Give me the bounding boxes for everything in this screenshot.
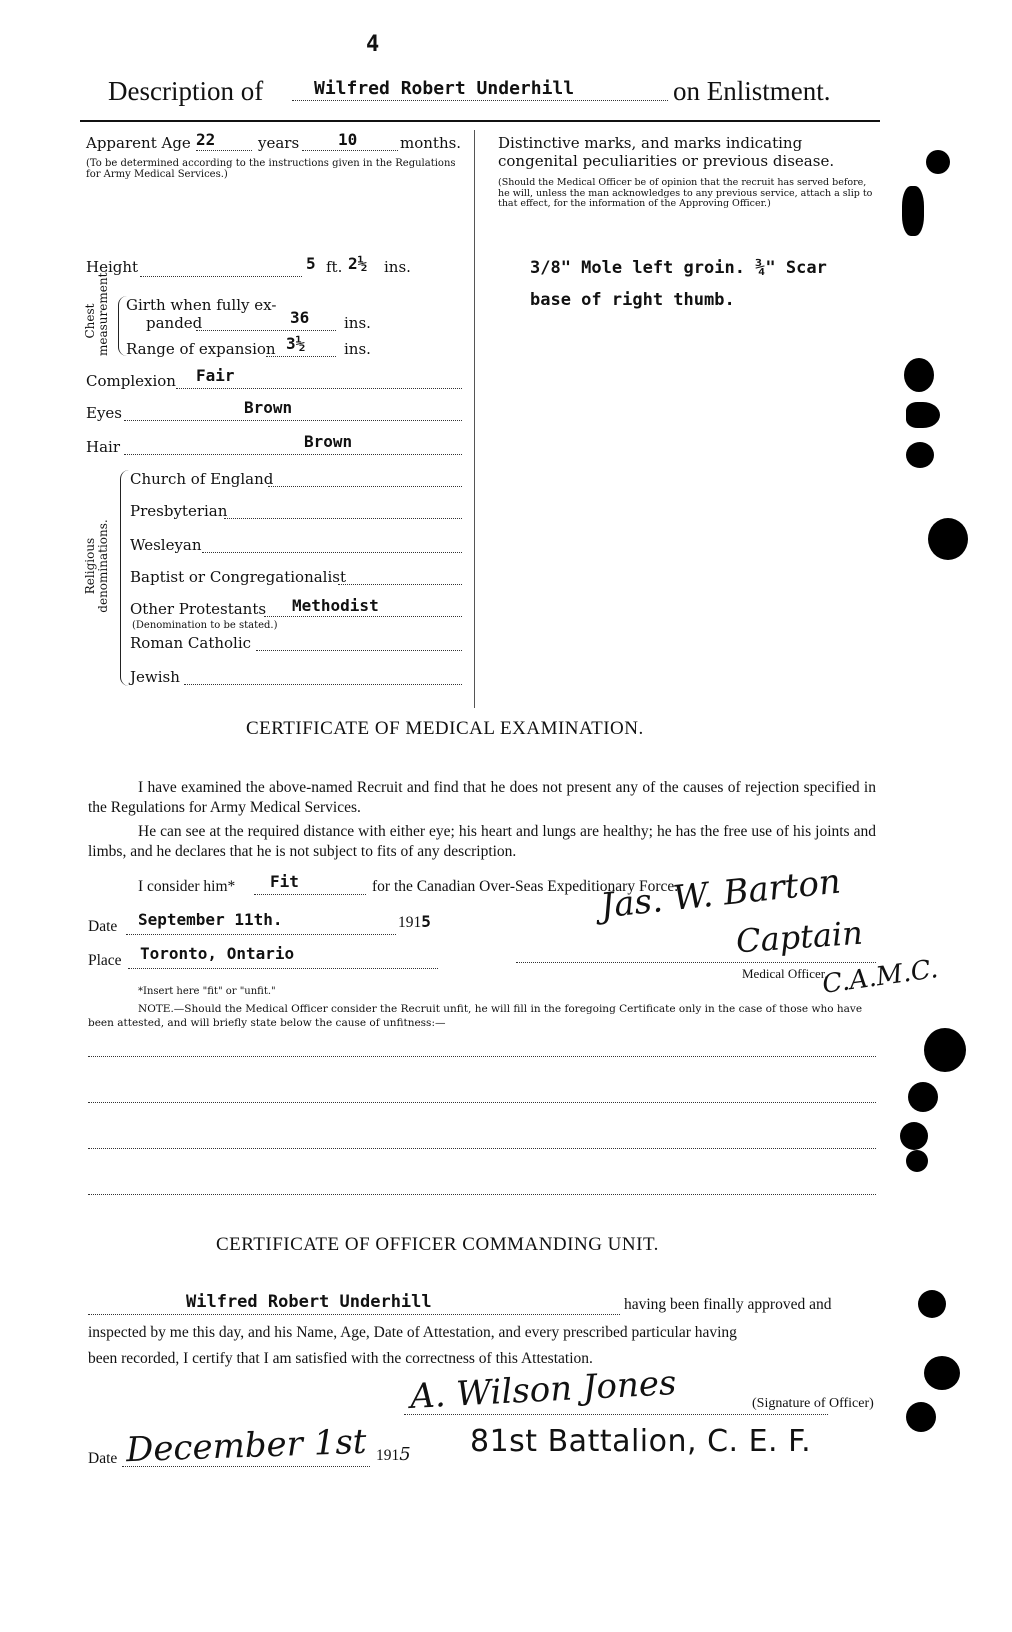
marks-note: (Should the Medical Officer be of opinion that the recruit has served before, he will, unless the man acknowledges to any previous service, attach a slip to that effect, for the information of the Approving Officer.) [498,177,873,209]
girth-label-1: Girth when fully ex- [126,296,277,314]
page-number: 4 [366,32,380,57]
religion-other-note: (Denomination to be stated.) [132,620,278,631]
medical-para-1: I have examined the above-named Recruit and find that he does not present any of the causes of rejection specified in the Regulations for Army Medical Services. [88,779,876,816]
religion-church-of-england: Church of England [130,470,274,488]
medical-date-label: Date [88,918,118,935]
punch-hole [924,1356,960,1390]
medical-officer-signature: Jas. W. Barton [598,861,843,927]
hair-label: Hair [86,438,120,456]
punch-hole [908,1082,938,1112]
punch-hole [924,1028,966,1072]
age-label: Apparent Age [86,134,191,152]
commanding-signature-label: (Signature of Officer) [752,1396,874,1411]
complexion-label: Complexion [86,372,176,390]
marks-line-1: 3/8" Mole left groin. ¾" Scar [530,258,827,278]
punch-hole [904,358,934,392]
religion-wesleyan: Wesleyan [130,536,202,554]
commanding-recruit-name: Wilfred Robert Underhill [186,1292,432,1312]
title-prefix: Description of [108,76,264,106]
height-ft: 5 [306,254,316,273]
commanding-heading: CERTIFICATE OF OFFICER COMMANDING UNIT. [216,1234,659,1255]
battalion-stamp: 81st Battalion, C. E. F. [470,1424,812,1459]
girth-unit: ins. [344,314,371,332]
hair-value: Brown [304,432,353,451]
height-ins-label: ins. [384,258,411,276]
punch-hole [926,150,950,174]
commanding-officer-signature: A. Wilson Jones [409,1363,678,1417]
title-suffix: on Enlistment. [673,76,831,106]
age-note: (To be determined according to the instructions given in the Regulations for Army Medical Services.) [86,158,456,180]
years-label: years [258,134,300,152]
punch-hole [918,1290,946,1318]
insert-note: *Insert here "fit" or "unfit." [138,986,276,997]
medical-officer-label: Medical Officer. [742,966,828,981]
commanding-line-3: been recorded, I certify that I am satisfied with the correctness of this Attestation. [88,1350,593,1367]
punch-hole [906,402,940,428]
religion-side-label: Religious denominations. [83,519,110,613]
commanding-line-1-tail: having been finally approved and [624,1296,832,1313]
girth-label-2: panded [146,314,203,332]
religion-other-label: Other Protestants [130,600,267,618]
place-label: Place [88,952,122,969]
religion-presbyterian: Presbyterian [130,502,228,520]
medical-para-2: He can see at the required distance with either eye; his heart and lungs are healthy; he has the free use of his joints and limbs, and he declares that he is not subject to fits of any description. [88,823,876,860]
chest-side-label: Chest measurement. [83,268,110,356]
complexion-value: Fair [196,366,235,385]
consider-label: I consider him* [138,878,236,895]
range-label: Range of expansion [126,340,276,358]
punch-hole [906,442,934,468]
column-divider [474,130,475,708]
medical-officer-unit: C.A.M.C. [820,954,940,1000]
religion-baptist: Baptist or Congregationalist [130,568,346,586]
for-label: for the Canadian Over-Seas Expeditionary Force. [372,878,679,895]
marks-heading: Distinctive marks, and marks indicating congenital peculiarities or previous disease. [498,134,835,170]
range-unit: ins. [344,340,371,358]
punch-hole [900,1122,928,1150]
commanding-date-value: December 1st [125,1421,368,1471]
religion-jewish: Jewish [130,668,180,686]
girth-value: 36 [290,308,310,327]
height-label: Height [86,258,139,276]
months-label: months. [400,134,462,152]
marks-line-2: base of right thumb. [530,290,735,310]
medical-officer-rank: Captain [734,913,864,961]
place-value: Toronto, Ontario [140,944,295,963]
fit-value: Fit [270,872,299,891]
recruit-name: Wilfred Robert Underhill [314,78,575,99]
punch-hole [928,518,968,560]
ft-label: ft. [326,258,343,276]
punch-hole [902,186,924,236]
medical-year: 1915 [398,912,431,931]
religion-roman-catholic: Roman Catholic [130,634,252,652]
age-months: 10 [338,130,358,149]
commanding-year: 1915 [376,1444,411,1465]
unfit-note: NOTE.—Should the Medical Officer consider the Recruit unfit, he will fill in the foregoing Certificate only in the case of those who have been attested, and will briefly state below the cause of unfitness:— [88,1003,863,1029]
punch-hole [906,1402,936,1432]
religion-other-value: Methodist [292,596,379,615]
eyes-value: Brown [244,398,293,417]
commanding-date-label: Date [88,1450,118,1467]
medical-date-value: September 11th. [138,910,283,929]
punch-hole [906,1150,928,1172]
range-value: 3½ [286,334,306,353]
age-years: 22 [196,130,216,149]
commanding-line-2: inspected by me this day, and his Name, Age, Date of Attestation, and every prescribed particular having [88,1324,737,1341]
medical-heading: CERTIFICATE OF MEDICAL EXAMINATION. [246,718,644,739]
height-in: 2½ [348,254,368,273]
eyes-label: Eyes [86,404,122,422]
